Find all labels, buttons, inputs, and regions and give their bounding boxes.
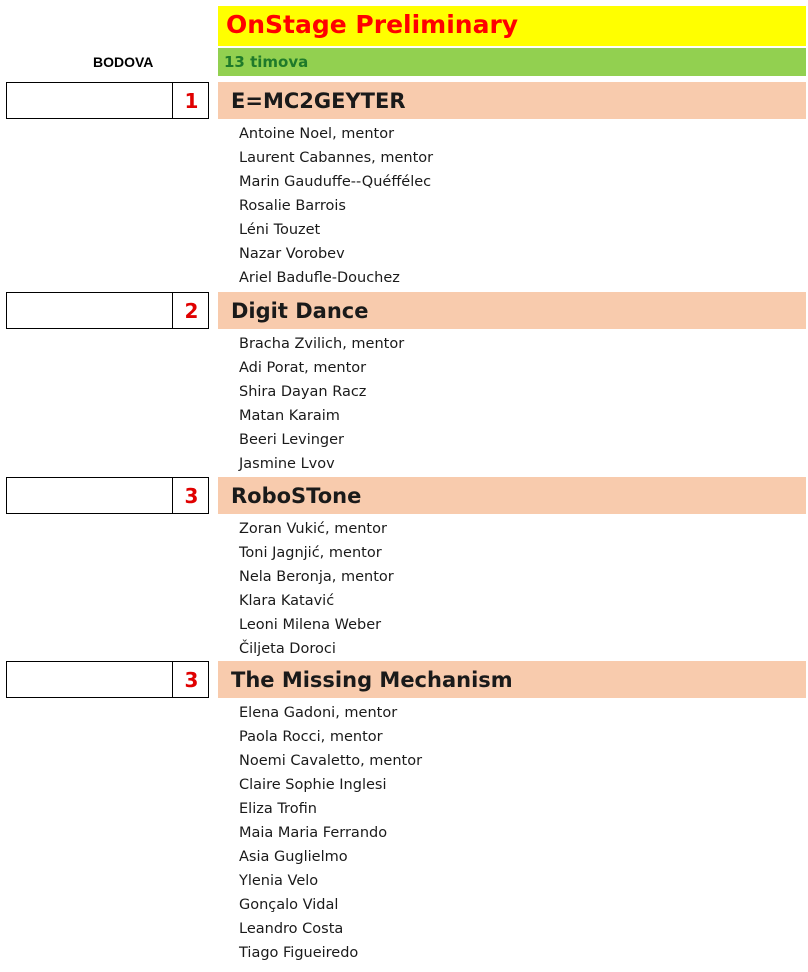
member-item: Léni Touzet — [239, 222, 321, 238]
member-item: Leandro Costa — [239, 921, 344, 937]
score-cell — [6, 292, 209, 329]
member-item: Adi Porat, mentor — [239, 360, 367, 376]
member-item: Antoine Noel, mentor — [239, 126, 395, 142]
member-item: Eliza Trofin — [239, 801, 317, 817]
score-input[interactable] — [7, 478, 171, 513]
member-item: Rosalie Barrois — [239, 198, 346, 214]
member-item: Beeri Levinger — [239, 432, 345, 448]
member-list — [239, 517, 394, 661]
rank-number: 3 — [184, 668, 199, 692]
member-list — [239, 332, 404, 476]
score-input[interactable] — [7, 83, 171, 118]
team-header — [218, 82, 806, 119]
team-header — [218, 661, 806, 698]
member-item: Nazar Vorobev — [239, 246, 345, 262]
subtitle-bar — [218, 48, 806, 76]
team-header — [218, 292, 806, 329]
team-name: Digit Dance — [231, 299, 369, 323]
member-item: Ariel Badufle-Douchez — [239, 270, 400, 286]
member-item: Elena Gadoni, mentor — [239, 705, 398, 721]
team-name: E=MC2GEYTER — [231, 89, 406, 113]
team-name: RoboSTone — [231, 484, 362, 508]
member-item: Noemi Cavaletto, mentor — [239, 753, 423, 769]
member-item: Claire Sophie Inglesi — [239, 777, 387, 793]
page-title: OnStage Preliminary — [226, 10, 519, 39]
member-item: Asia Guglielmo — [239, 849, 348, 865]
member-item: Matan Karaim — [239, 408, 340, 424]
member-list — [239, 122, 433, 290]
rank-number: 2 — [184, 299, 199, 323]
member-item: Gonçalo Vidal — [239, 897, 339, 913]
member-item: Jasmine Lvov — [239, 456, 335, 472]
rank-number: 1 — [184, 89, 199, 113]
member-item: Čiljeta Doroci — [239, 641, 336, 657]
member-item: Shira Dayan Racz — [239, 384, 367, 400]
rank-number: 3 — [184, 484, 199, 508]
score-input[interactable] — [7, 662, 171, 697]
member-item: Zoran Vukić, mentor — [239, 521, 387, 537]
member-list — [239, 701, 422, 965]
score-cell — [6, 477, 209, 514]
score-cell — [6, 82, 209, 119]
member-item: Laurent Cabannes, mentor — [239, 150, 434, 166]
team-header — [218, 477, 806, 514]
team-count: 13 timova — [224, 53, 309, 71]
score-input[interactable] — [7, 293, 171, 328]
score-column-label: BODOVA — [93, 54, 154, 70]
member-item: Toni Jagnjić, mentor — [239, 545, 382, 561]
member-item: Maia Maria Ferrando — [239, 825, 388, 841]
member-item: Nela Beronja, mentor — [239, 569, 394, 585]
team-name: The Missing Mechanism — [231, 668, 513, 692]
member-item: Paola Rocci, mentor — [239, 729, 383, 745]
title-bar — [218, 6, 806, 46]
member-item: Tiago Figueiredo — [239, 945, 359, 961]
member-item: Leoni Milena Weber — [239, 617, 382, 633]
member-item: Marin Gauduffe--Quéffélec — [239, 174, 432, 190]
score-cell — [6, 661, 209, 698]
member-item: Ylenia Velo — [239, 873, 319, 889]
member-item: Bracha Zvilich, mentor — [239, 336, 405, 352]
member-item: Klara Katavić — [239, 593, 335, 609]
